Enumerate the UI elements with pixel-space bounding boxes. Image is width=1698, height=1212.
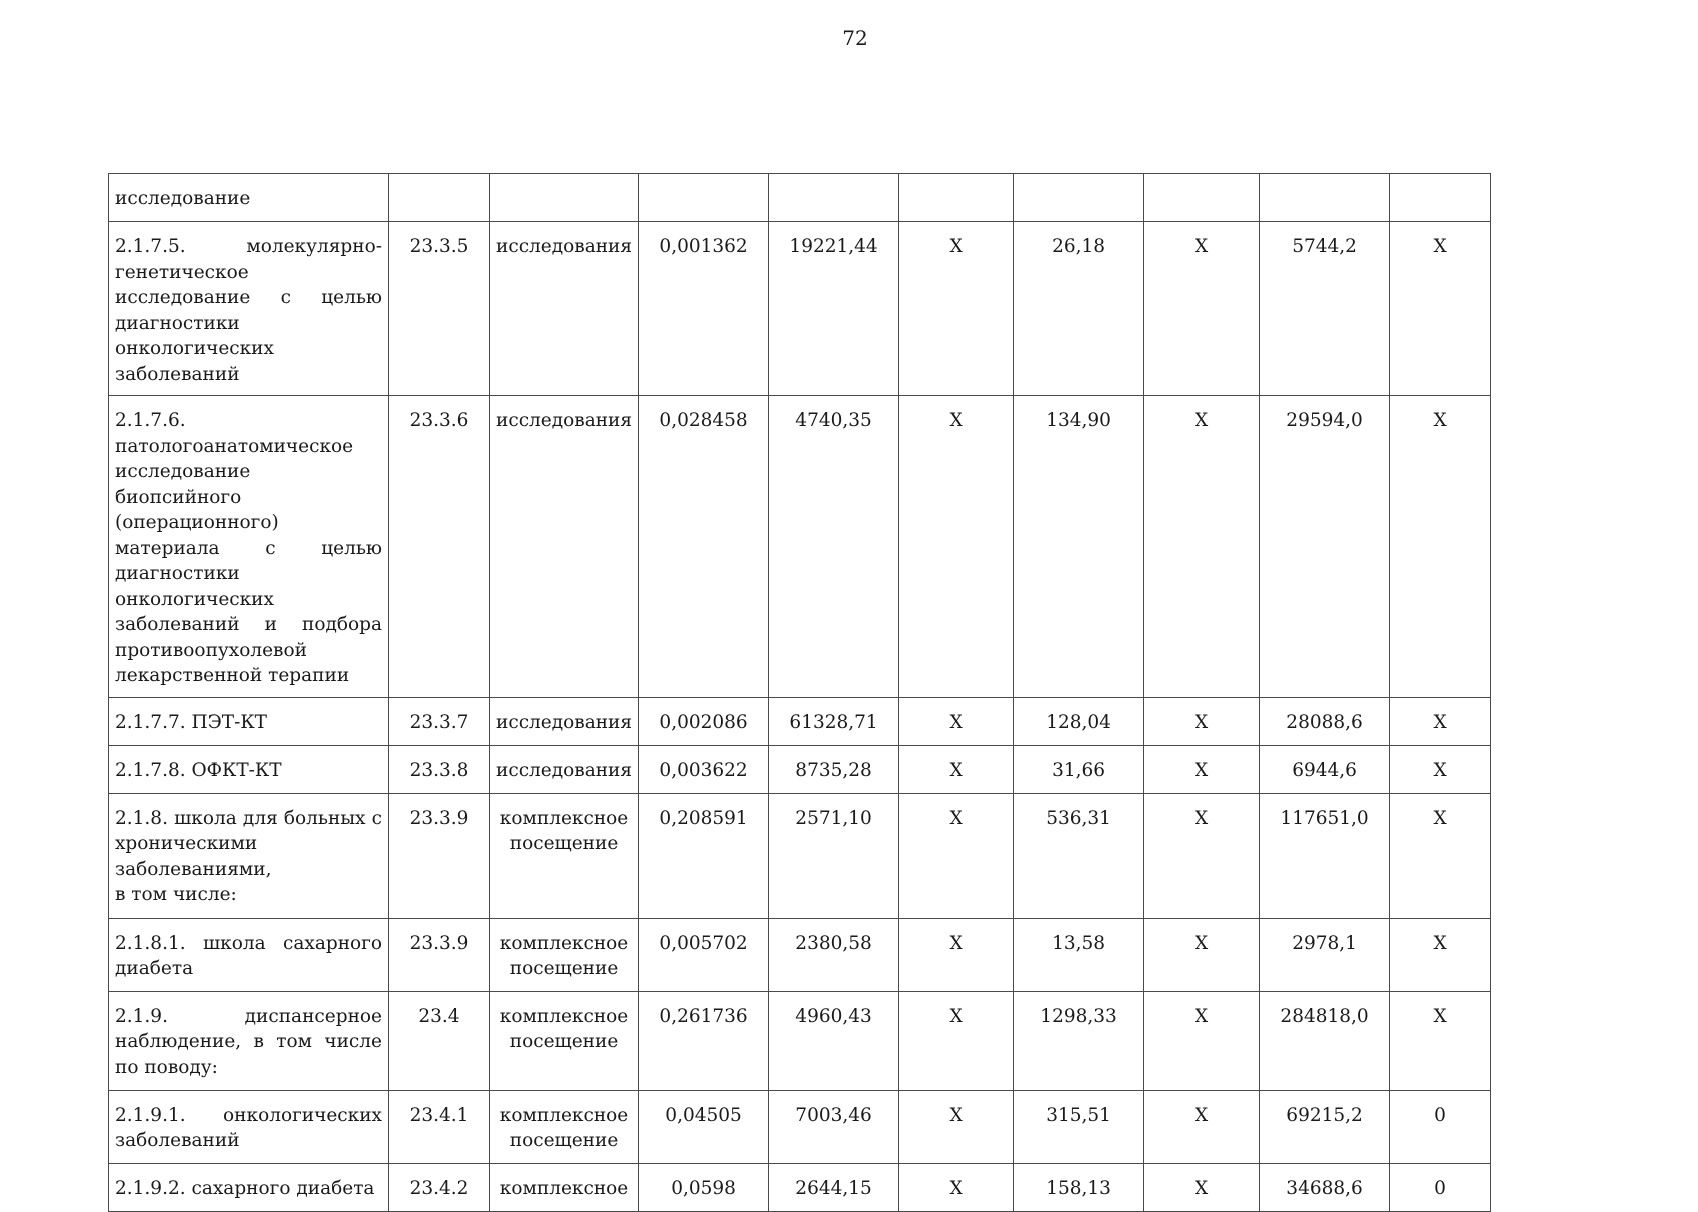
col10-cell bbox=[1390, 174, 1491, 222]
row-name-cell bbox=[109, 396, 389, 698]
col8-cell bbox=[1144, 174, 1260, 222]
col9-cell bbox=[1260, 918, 1390, 991]
unit-cell bbox=[490, 745, 639, 793]
col9-cell bbox=[1260, 697, 1390, 745]
col8-cell bbox=[1144, 697, 1260, 745]
unit-cell bbox=[490, 1163, 639, 1211]
code-cell bbox=[389, 222, 490, 396]
unit-value: исследования bbox=[496, 410, 633, 431]
unit-value: исследования bbox=[496, 711, 633, 733]
cost-cell bbox=[769, 793, 899, 918]
volume-cell bbox=[639, 991, 769, 1090]
volume-value: 0,005702 bbox=[659, 932, 748, 954]
cost-value: 61328,71 bbox=[789, 711, 878, 733]
col8-cell bbox=[1144, 396, 1260, 698]
table-row bbox=[109, 222, 1491, 396]
unit-value: комплексное посещение bbox=[499, 807, 629, 854]
col6-cell bbox=[899, 991, 1014, 1090]
col10-cell bbox=[1390, 697, 1491, 745]
unit-value: комплексное посещение bbox=[499, 932, 629, 979]
volume-cell bbox=[639, 222, 769, 396]
code-value: 23.4 bbox=[418, 1005, 460, 1027]
col7-cell bbox=[1014, 745, 1144, 793]
col8-cell bbox=[1144, 222, 1260, 396]
col6-cell bbox=[899, 918, 1014, 991]
col8-cell bbox=[1144, 1163, 1260, 1211]
unit-value: комплексное посещение bbox=[499, 1104, 629, 1151]
col6-cell bbox=[899, 222, 1014, 396]
col8-value: X bbox=[1194, 932, 1209, 954]
cost-cell bbox=[769, 991, 899, 1090]
col6-cell bbox=[899, 174, 1014, 222]
volume-cell bbox=[639, 697, 769, 745]
col10-cell bbox=[1390, 793, 1491, 918]
col7-cell bbox=[1014, 793, 1144, 918]
col10-value: X bbox=[1433, 807, 1447, 829]
col6-value: X bbox=[949, 759, 963, 781]
code-value: 23.3.7 bbox=[409, 711, 469, 733]
col9-cell bbox=[1260, 174, 1390, 222]
code-value: 23.3.9 bbox=[409, 807, 469, 829]
col9-value: 34688,6 bbox=[1286, 1177, 1363, 1199]
col10-cell bbox=[1390, 222, 1491, 396]
col10-cell bbox=[1390, 396, 1491, 698]
col9-value: 29594,0 bbox=[1286, 410, 1363, 431]
col7-value: 315,51 bbox=[1046, 1104, 1111, 1126]
code-value: 23.4.2 bbox=[409, 1177, 469, 1199]
row-name-text: 2.1.7.6. патологоанатомическое исследование биопсийного (операционного) материала с целью диагностики онкологических заболеваний и подбора противоопухолевой лекарственной терапии bbox=[115, 410, 382, 686]
unit-cell bbox=[490, 396, 639, 698]
code-cell bbox=[389, 918, 490, 991]
col6-cell bbox=[899, 1163, 1014, 1211]
unit-cell bbox=[490, 697, 639, 745]
col7-cell bbox=[1014, 991, 1144, 1090]
table-row bbox=[109, 793, 1491, 918]
col9-value: 6944,6 bbox=[1292, 759, 1357, 781]
volume-value: 0,261736 bbox=[659, 1005, 748, 1027]
volume-cell bbox=[639, 1163, 769, 1211]
col8-value: X bbox=[1194, 410, 1209, 431]
volume-cell bbox=[639, 174, 769, 222]
col10-value: 0 bbox=[1434, 1177, 1446, 1199]
col7-value: 536,31 bbox=[1046, 807, 1111, 829]
code-value: 23.4.1 bbox=[409, 1104, 469, 1126]
row-name-cell bbox=[109, 793, 389, 918]
cost-cell bbox=[769, 1090, 899, 1163]
row-name-text: 2.1.7.5. молекулярно-генетическое исследование с целью диагностики онкологических заболеваний bbox=[115, 236, 382, 385]
col6-value: X bbox=[949, 1177, 963, 1199]
volume-cell bbox=[639, 745, 769, 793]
col9-value: 28088,6 bbox=[1286, 711, 1363, 733]
table-row bbox=[109, 396, 1491, 698]
code-cell bbox=[389, 697, 490, 745]
col9-cell bbox=[1260, 222, 1390, 396]
col9-cell bbox=[1260, 1163, 1390, 1211]
col9-value: 5744,2 bbox=[1292, 236, 1357, 257]
volume-cell bbox=[639, 918, 769, 991]
cost-value: 4960,43 bbox=[795, 1005, 872, 1027]
col8-value: X bbox=[1194, 807, 1209, 829]
col9-value: 69215,2 bbox=[1286, 1104, 1363, 1126]
col7-cell bbox=[1014, 918, 1144, 991]
code-value: 23.3.6 bbox=[409, 410, 469, 431]
col10-value: X bbox=[1433, 236, 1447, 257]
cost-value: 4740,35 bbox=[795, 410, 872, 431]
table-row bbox=[109, 697, 1491, 745]
code-cell bbox=[389, 1163, 490, 1211]
volume-value: 0,028458 bbox=[659, 410, 748, 431]
col7-value: 128,04 bbox=[1046, 711, 1111, 733]
code-cell bbox=[389, 1090, 490, 1163]
col10-value: X bbox=[1433, 1005, 1447, 1027]
col7-value: 158,13 bbox=[1046, 1177, 1111, 1199]
table-row bbox=[109, 1163, 1491, 1211]
col8-value: X bbox=[1194, 1104, 1209, 1126]
col9-value: 284818,0 bbox=[1280, 1005, 1369, 1027]
row-name-cell bbox=[109, 697, 389, 745]
col6-cell bbox=[899, 745, 1014, 793]
col9-value: 2978,1 bbox=[1292, 932, 1357, 954]
col6-value: X bbox=[949, 1005, 963, 1027]
page-number: 72 bbox=[842, 26, 868, 50]
volume-value: 0,001362 bbox=[659, 236, 748, 257]
col6-value: X bbox=[949, 932, 963, 954]
col6-value: X bbox=[949, 1104, 963, 1126]
table-row bbox=[109, 918, 1491, 991]
col8-cell bbox=[1144, 793, 1260, 918]
col10-cell bbox=[1390, 1163, 1491, 1211]
col6-value: X bbox=[949, 410, 963, 431]
unit-cell bbox=[490, 1090, 639, 1163]
col6-value: X bbox=[949, 711, 963, 733]
col7-cell bbox=[1014, 1163, 1144, 1211]
col7-value: 31,66 bbox=[1052, 759, 1106, 781]
col6-value: X bbox=[949, 807, 963, 829]
code-value: 23.3.5 bbox=[409, 236, 469, 257]
unit-value: комплексное bbox=[499, 1177, 629, 1199]
unit-cell bbox=[490, 991, 639, 1090]
volume-value: 0,208591 bbox=[659, 807, 748, 829]
code-cell bbox=[389, 793, 490, 918]
col10-value: X bbox=[1433, 932, 1447, 954]
row-name-text: 2.1.7.7. ПЭТ-КТ bbox=[115, 711, 268, 733]
col10-value: X bbox=[1433, 410, 1447, 431]
row-name-cell bbox=[109, 1090, 389, 1163]
col8-value: X bbox=[1194, 1177, 1209, 1199]
col7-value: 13,58 bbox=[1052, 932, 1106, 954]
col7-cell bbox=[1014, 1090, 1144, 1163]
unit-value: комплексное посещение bbox=[499, 1005, 629, 1052]
row-name-text: исследование bbox=[115, 188, 251, 209]
col8-cell bbox=[1144, 918, 1260, 991]
cost-cell bbox=[769, 396, 899, 698]
col7-cell bbox=[1014, 222, 1144, 396]
row-name-text: 2.1.9. диспансерное наблюдение, в том числе по поводу: bbox=[115, 1005, 382, 1078]
col6-cell bbox=[899, 396, 1014, 698]
col9-value: 117651,0 bbox=[1280, 807, 1369, 829]
col7-value: 26,18 bbox=[1052, 236, 1106, 257]
cost-value: 7003,46 bbox=[795, 1104, 872, 1126]
row-name-cell bbox=[109, 918, 389, 991]
row-name-text: 2.1.7.8. ОФКТ-КТ bbox=[115, 759, 282, 781]
col8-value: X bbox=[1194, 759, 1209, 781]
col10-value: 0 bbox=[1434, 1104, 1446, 1126]
cost-cell bbox=[769, 174, 899, 222]
volume-cell bbox=[639, 1090, 769, 1163]
col9-cell bbox=[1260, 1090, 1390, 1163]
cost-cell bbox=[769, 222, 899, 396]
col7-value: 1298,33 bbox=[1040, 1005, 1117, 1027]
col10-cell bbox=[1390, 991, 1491, 1090]
data-table bbox=[108, 173, 1491, 1212]
unit-cell bbox=[490, 793, 639, 918]
row-name-cell bbox=[109, 1163, 389, 1211]
code-cell bbox=[389, 991, 490, 1090]
code-value: 23.3.9 bbox=[409, 932, 469, 954]
col10-cell bbox=[1390, 745, 1491, 793]
col7-cell bbox=[1014, 174, 1144, 222]
cost-cell bbox=[769, 918, 899, 991]
volume-cell bbox=[639, 396, 769, 698]
row-name-cell bbox=[109, 745, 389, 793]
col10-value: X bbox=[1433, 711, 1447, 733]
cost-value: 8735,28 bbox=[795, 759, 872, 781]
col8-cell bbox=[1144, 745, 1260, 793]
cost-cell bbox=[769, 745, 899, 793]
unit-cell bbox=[490, 174, 639, 222]
col9-cell bbox=[1260, 745, 1390, 793]
unit-cell bbox=[490, 222, 639, 396]
volume-cell bbox=[639, 793, 769, 918]
col7-cell bbox=[1014, 697, 1144, 745]
code-cell bbox=[389, 396, 490, 698]
col8-cell bbox=[1144, 991, 1260, 1090]
table-row bbox=[109, 991, 1491, 1090]
row-name-text: 2.1.8. школа для больных с хроническими заболеваниями, в том числе: bbox=[115, 807, 382, 905]
row-name-text: 2.1.9.1. онкологических заболеваний bbox=[115, 1104, 382, 1151]
col10-cell bbox=[1390, 918, 1491, 991]
col7-cell bbox=[1014, 396, 1144, 698]
cost-value: 19221,44 bbox=[789, 236, 878, 257]
cost-value: 2644,15 bbox=[795, 1177, 872, 1199]
row-name-cell bbox=[109, 991, 389, 1090]
volume-value: 0,002086 bbox=[659, 711, 748, 733]
col6-value: X bbox=[949, 236, 963, 257]
col8-value: X bbox=[1194, 236, 1209, 257]
col7-value: 134,90 bbox=[1046, 410, 1111, 431]
code-cell bbox=[389, 745, 490, 793]
code-cell bbox=[389, 174, 490, 222]
unit-value: исследования bbox=[496, 236, 633, 257]
col9-cell bbox=[1260, 991, 1390, 1090]
row-name-cell bbox=[109, 222, 389, 396]
col9-cell bbox=[1260, 793, 1390, 918]
row-name-text: 2.1.9.2. сахарного диабета bbox=[115, 1177, 375, 1199]
col6-cell bbox=[899, 697, 1014, 745]
row-name-text: 2.1.8.1. школа сахарного диабета bbox=[115, 932, 382, 979]
table-row bbox=[109, 1090, 1491, 1163]
code-value: 23.3.8 bbox=[409, 759, 469, 781]
col8-cell bbox=[1144, 1090, 1260, 1163]
volume-value: 0,003622 bbox=[659, 759, 748, 781]
col6-cell bbox=[899, 1090, 1014, 1163]
cost-cell bbox=[769, 697, 899, 745]
cost-value: 2571,10 bbox=[795, 807, 872, 829]
cost-value: 2380,58 bbox=[795, 932, 872, 954]
volume-value: 0,04505 bbox=[665, 1104, 742, 1126]
table-row bbox=[109, 745, 1491, 793]
unit-value: исследования bbox=[496, 759, 633, 781]
volume-value: 0,0598 bbox=[671, 1177, 736, 1199]
col10-value: X bbox=[1433, 759, 1447, 781]
table-row bbox=[109, 174, 1491, 222]
table-body bbox=[109, 174, 1491, 1212]
cost-cell bbox=[769, 1163, 899, 1211]
col8-value: X bbox=[1194, 711, 1209, 733]
col9-cell bbox=[1260, 396, 1390, 698]
unit-cell bbox=[490, 918, 639, 991]
col8-value: X bbox=[1194, 1005, 1209, 1027]
row-name-cell bbox=[109, 174, 389, 222]
col6-cell bbox=[899, 793, 1014, 918]
col10-cell bbox=[1390, 1090, 1491, 1163]
